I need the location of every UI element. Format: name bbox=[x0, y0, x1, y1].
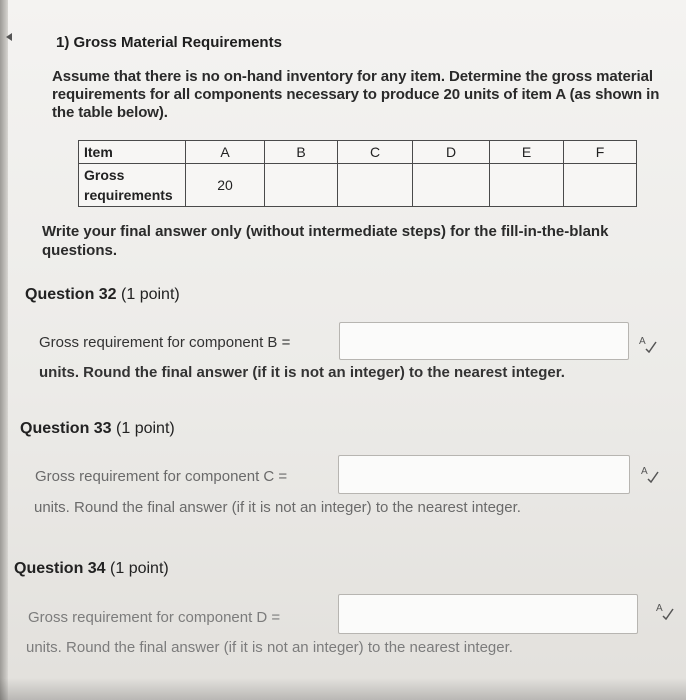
table-header-item: Item bbox=[79, 141, 186, 164]
table-row-label: Gross requirements bbox=[79, 164, 186, 207]
question-32-title bbox=[25, 286, 180, 304]
answer-input-d[interactable] bbox=[338, 594, 638, 634]
answer-input-b[interactable] bbox=[339, 322, 629, 360]
question-34-label: Question 34 bbox=[14, 560, 106, 577]
table-col-e: E bbox=[490, 141, 564, 164]
problem-title: 1) Gross Material Requirements bbox=[56, 34, 282, 51]
table-col-c: C bbox=[338, 141, 413, 164]
question-32-label: Question 32 bbox=[25, 286, 117, 303]
svg-text:A: A bbox=[656, 603, 663, 614]
question-34-suffix: units. Round the final answer (if it is not an integer) to the nearest integer. bbox=[26, 639, 513, 656]
spellcheck-icon[interactable] bbox=[654, 600, 674, 620]
question-33-label: Question 33 bbox=[20, 420, 112, 437]
svg-text:A: A bbox=[639, 336, 646, 347]
bottom-shadow bbox=[0, 678, 686, 700]
table-col-f: F bbox=[564, 141, 637, 164]
table-cell-b bbox=[265, 164, 338, 207]
table-cell-e bbox=[490, 164, 564, 207]
question-33-prompt: Gross requirement for component C = bbox=[35, 468, 288, 485]
question-34-title bbox=[14, 560, 169, 578]
question-33-title bbox=[20, 420, 175, 438]
requirements-table bbox=[78, 140, 637, 207]
question-34-points: (1 point) bbox=[110, 560, 169, 577]
collapse-arrow-icon[interactable] bbox=[6, 33, 12, 41]
table-cell-d bbox=[413, 164, 490, 207]
left-scroll-edge bbox=[0, 0, 8, 700]
question-32-suffix: units. Round the final answer (if it is not an integer) to the nearest integer. bbox=[39, 364, 565, 381]
table-col-a: A bbox=[186, 141, 265, 164]
table-cell-c bbox=[338, 164, 413, 207]
spellcheck-icon[interactable] bbox=[637, 333, 657, 353]
table-col-d: D bbox=[413, 141, 490, 164]
table-cell-f bbox=[564, 164, 637, 207]
spellcheck-icon[interactable] bbox=[639, 463, 659, 483]
problem-intro: Assume that there is no on-hand inventory for any item. Determine the gross material requirements for all components necessary to produce 20 units of item A (as shown in the table below). bbox=[52, 68, 660, 121]
question-32-points: (1 point) bbox=[121, 286, 180, 303]
table-cell-a: 20 bbox=[186, 164, 265, 207]
svg-text:A: A bbox=[641, 466, 648, 477]
question-32-prompt: Gross requirement for component B = bbox=[39, 334, 291, 351]
question-33-points: (1 point) bbox=[116, 420, 175, 437]
question-34-prompt: Gross requirement for component D = bbox=[28, 609, 281, 626]
answer-input-c[interactable] bbox=[338, 455, 630, 494]
question-33-suffix: units. Round the final answer (if it is not an integer) to the nearest integer. bbox=[34, 499, 521, 516]
instructions-note: Write your final answer only (without intermediate steps) for the fill-in-the-blank questions. bbox=[42, 223, 609, 259]
table-col-b: B bbox=[265, 141, 338, 164]
